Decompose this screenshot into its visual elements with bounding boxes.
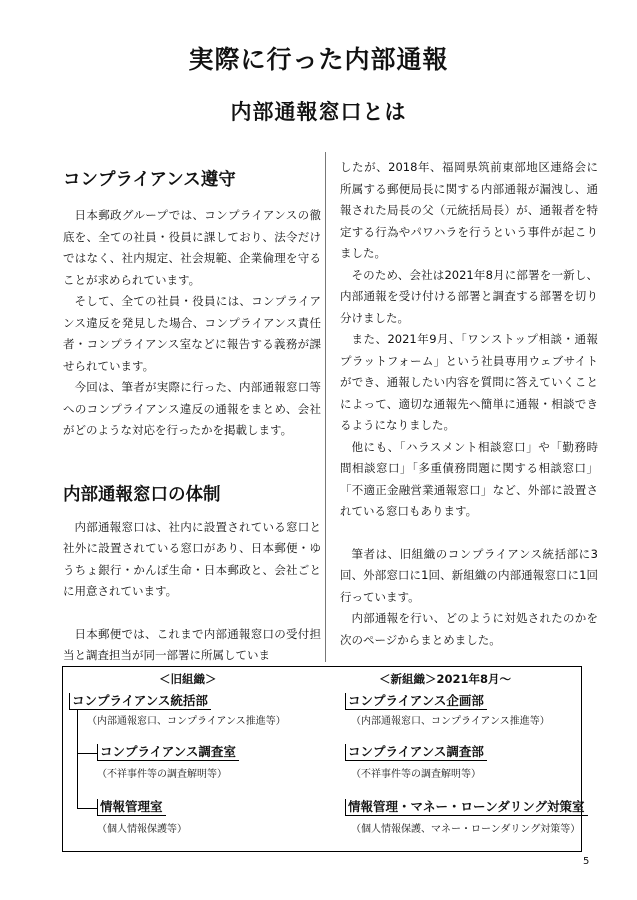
column-divider (325, 152, 326, 662)
old-org-node: 情報管理室 (97, 799, 166, 816)
new-org-node: コンプライアンス調査部 (345, 744, 487, 761)
paragraph: 内部通報窓口は、社内に設置されている窓口と社外に設置されている窓口があり、日本郵便・ゆうちょ銀行・かんぽ生命・日本郵政と、会社ごとに用意されています。 (63, 519, 321, 598)
new-org-node: コンプライアンス企画部 (345, 693, 487, 710)
new-org-note: （個人情報保護、マネー・ローンダリング対策等） (351, 824, 581, 835)
paragraph: 日本郵便では、これまで内部通報窓口の受付担当と調査担当が同一部署に所属していま (63, 626, 321, 662)
old-org-node: コンプライアンス調査室 (97, 744, 239, 761)
paragraph: 内部通報を行い、どのように対処されたのかを次のページからまとめました。 (340, 611, 598, 647)
old-org-note: （内部通報窓口、コンプライアンス推進等） (87, 716, 286, 727)
paragraph: 今回は、筆者が実際に行った、内部通報窓口等へのコンプライアンス違反の通報をまとめ、会社がどのような対応を行ったかを掲載します。 (63, 380, 321, 437)
paragraph: 筆者は、旧組織のコンプライアンス統括部に3回、外部窓口に1回、新組織の内部通報窓口に1回行っています。 (340, 546, 598, 604)
old-org-heading: ＜旧組織＞ (159, 672, 217, 686)
page-subtitle: 内部通報窓口とは (230, 100, 407, 124)
new-org-note: （不祥事件等の調査解明等） (351, 769, 481, 780)
left-column (63, 157, 321, 667)
tree-connector (77, 753, 97, 754)
right-column (340, 157, 598, 651)
new-org-note: （内部通報窓口、コンプライアンス推進等） (351, 716, 550, 727)
page-title: 実際に行った内部通報 (188, 45, 449, 74)
paragraph: そのため、会社は2021年8月に部署を一新し、内部通報を受け付ける部署と調査する部署を切り分けました。 (340, 267, 598, 325)
paragraph: また、2021年9月、「ワンストップ相談・通報プラットフォーム」という社員専用ウェブサイトができ、通報したい内容を質問に答えていくことによって、適切な通報先へ簡単に通報・相談できるようになりました。 (340, 332, 598, 432)
tree-connector (77, 709, 78, 809)
old-org-note: （個人情報保護等） (97, 824, 187, 835)
new-org-heading: ＜新組織＞2021年8月～ (379, 672, 512, 686)
paragraph: 日本郵政グループでは、コンプライアンスの徹底を、全ての社員・役員に課しており、法令だけではなく、社内規定、社会規範、企業倫理を守ることが求められています。 (63, 208, 321, 287)
paragraph: したが、2018年、福岡県筑前東部地区連絡会に所属する郵便局長に関する内部通報が漏洩し、通報された局長の父（元統括局長）が、通報者を特定する行為やパワハラを行うという事件が起こりました。 (340, 160, 598, 260)
section-heading-compliance: コンプライアンス遵守 (63, 170, 236, 190)
paragraph: 他にも、「ハラスメント相談窓口」や「勤務時間相談窓口」「多重債務問題に関する相談窓口」「不適正金融営業通報窓口」など、外部に設置されている窓口もあります。 (340, 439, 598, 518)
old-org-node: コンプライアンス統括部 (69, 693, 211, 710)
org-chart (62, 666, 585, 852)
page-number: 5 (583, 856, 590, 867)
old-org-note: （不祥事件等の調査解明等） (97, 769, 227, 780)
tree-connector (77, 808, 97, 809)
paragraph: そして、全ての社員・役員には、コンプライアンス違反を発見した場合、コンプライアンス責任者・コンプライアンス室などに報告する義務が課せられています。 (63, 294, 321, 373)
section-heading-system: 内部通報窓口の体制 (63, 484, 221, 505)
new-org-node: 情報管理・マネー・ローンダリング対策室 (345, 799, 588, 816)
